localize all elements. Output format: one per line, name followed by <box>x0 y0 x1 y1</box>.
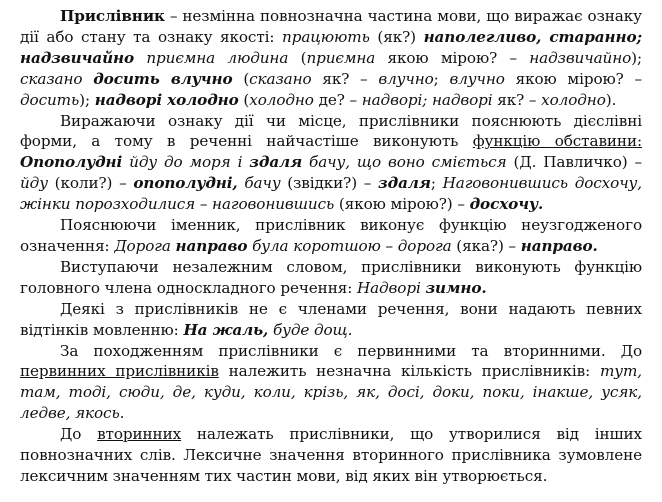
text-run: досхочу. <box>469 195 544 214</box>
text-run: тут, там, тоді, сюди, де, куди, коли, крізь, як, досі, доки, поки, інакше, усяк, ледве, якось. <box>20 362 642 423</box>
text-run: (Д. Павличко) – <box>506 153 642 172</box>
paragraph-attribute-function <box>20 215 642 257</box>
text-run: якою мірою? – <box>504 69 642 88</box>
text-run: здаля <box>378 174 431 193</box>
text-run: Виражаючи ознаку дії чи місце, прислівники пояснюють дієслівні форми, а тому в реченні найчастіше виконують <box>20 111 642 151</box>
text-run: досить влучно <box>93 69 233 88</box>
text-run: приємна <box>306 48 376 67</box>
text-run: належать прислівники, що утворилися від інших повнозначних слів. Лексичне значення вторинного прислівника зумовлене лексичним значенням тих частин мови, від яких він утворюється. <box>20 425 642 485</box>
text-run: йду до моря і <box>122 153 250 172</box>
text-run: як? – <box>311 69 379 88</box>
text-run: Надворі <box>356 278 421 297</box>
text-run: здаля <box>249 153 303 172</box>
text-run: (коли?) – <box>47 174 134 193</box>
text-run: ); <box>631 48 643 67</box>
text-run: була коротшою – дорога <box>247 236 452 255</box>
text-run: функцію обставини: <box>472 132 642 151</box>
text-run: ( <box>238 90 250 109</box>
text-run: ( <box>232 69 250 88</box>
text-run: досить <box>20 90 80 109</box>
paragraph-adverbial-function <box>20 111 642 216</box>
text-run: буде дощ. <box>268 320 353 339</box>
text-run: На жаль, <box>183 320 269 339</box>
text-run: влучно <box>378 69 434 88</box>
text-run: (яка?) – <box>451 236 521 255</box>
text-run: зимно. <box>425 278 487 297</box>
text-run: влучно <box>449 69 505 88</box>
text-run: Наговонившись досхочу, жінки порозходилися – наговонившись <box>20 174 642 214</box>
text-run: ); <box>79 90 95 109</box>
text-run: надзвичайно <box>529 48 632 67</box>
text-run: приємна людина <box>134 48 289 67</box>
text-run: надворі холодно <box>94 90 239 109</box>
text-run: холодно <box>249 90 314 109</box>
text-run: бачу <box>244 174 281 193</box>
paragraph-adverb-definition <box>20 6 642 111</box>
text-run: ). <box>605 90 617 109</box>
text-run: До <box>60 425 98 444</box>
text-run: ; <box>433 69 450 88</box>
text-run: первинних прислівників <box>20 362 219 381</box>
text-run: сказано <box>249 69 312 88</box>
text-run: ( <box>288 48 307 67</box>
text-run: Деякі з прислівників не є членами речення, вони надають певних відтінків мовленню: <box>20 299 642 339</box>
paragraph-primary-adverbs <box>20 341 642 425</box>
text-run: надворі; надворі <box>361 90 493 109</box>
paragraph-main-member-function <box>20 257 642 299</box>
text-run: бачу, що воно сміється <box>302 153 507 172</box>
text-run: направо. <box>520 236 598 255</box>
text-run: Прислівник <box>60 7 165 25</box>
text-run: належить незначна кількість прислівників: <box>218 362 600 381</box>
text-run: – незмінна повнозначна частина мови, що виражає ознаку дії або стану та ознаку якості: <box>20 7 642 46</box>
text-run: якою мірою? – <box>375 48 530 67</box>
text-run: ; <box>430 174 443 193</box>
paragraph-modal-function <box>20 299 642 341</box>
text-run: Пояснюючи іменник, прислівник виконує функцію неузгодженого означення: <box>20 216 642 255</box>
text-run: наполегливо, старанно; надзвичайно <box>20 27 642 67</box>
text-run: Опополудні <box>20 153 123 172</box>
text-run: направо <box>175 236 248 255</box>
text-run <box>82 70 93 88</box>
text-run: йду <box>20 174 48 193</box>
text-run: (як?) <box>369 27 424 46</box>
text-run: (звідки?) – <box>280 174 379 193</box>
text-run: працюють <box>282 27 370 46</box>
text-run: Виступаючи незалежним словом, прислівники виконують функцію головного члена односкладного речення: <box>20 257 642 297</box>
text-run: За походженням прислівники є первинними та вторинними. До <box>60 341 642 360</box>
text-run: як? – <box>492 90 542 109</box>
text-run: де? – <box>313 90 362 109</box>
text-run: опополудні, <box>133 174 238 193</box>
text-run: вторинних <box>97 425 182 444</box>
paragraph-secondary-adverbs <box>20 424 642 487</box>
text-run: сказано <box>20 69 83 88</box>
text-run: Дорога <box>114 236 171 255</box>
text-run: холодно <box>541 90 606 109</box>
text-run: (якою мірою?) – <box>334 195 470 214</box>
